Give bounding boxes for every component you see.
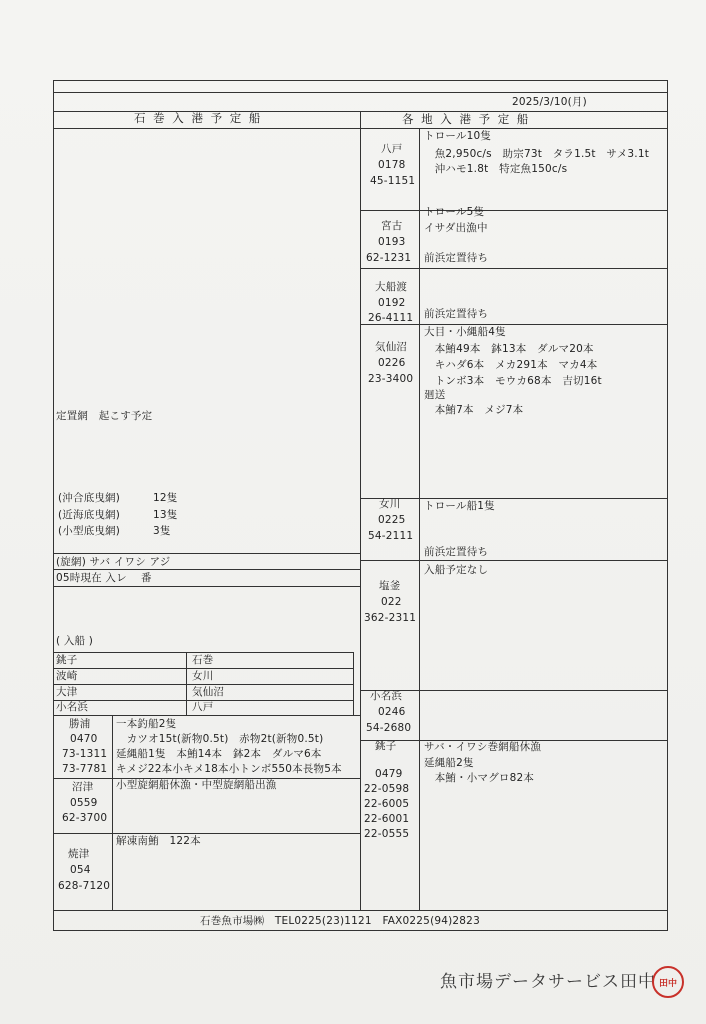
port-code: 22-0598 bbox=[364, 783, 410, 795]
port-code: 45-1151 bbox=[370, 175, 416, 187]
trawl-label: (近海底曳網) bbox=[58, 509, 121, 521]
divider bbox=[353, 652, 354, 715]
port-from: 銚子 bbox=[56, 654, 78, 666]
port-name: 宮古 bbox=[381, 220, 403, 232]
divider bbox=[360, 210, 668, 211]
port-from: 波崎 bbox=[56, 670, 78, 682]
catch-line: 本鮪49本 鉢13本 ダルマ20本 bbox=[424, 343, 594, 355]
port-to: 女川 bbox=[192, 670, 214, 682]
port-code: 0192 bbox=[378, 297, 406, 309]
catch-line: 解凍南鮪 122本 bbox=[116, 835, 201, 847]
divider bbox=[53, 833, 360, 834]
makiami-label: (旋網) サバ イワシ アジ bbox=[56, 556, 171, 568]
teichi-note: 定置網 起こす予定 bbox=[56, 410, 153, 422]
divider bbox=[53, 684, 353, 685]
catch-line: 小型旋網船休漁・中型旋網船出漁 bbox=[116, 779, 277, 791]
divider bbox=[53, 652, 353, 653]
catch-line: 魚2,950c/s 助宗73t タラ1.5t サメ3.1t bbox=[424, 148, 650, 160]
trawl-count: 13隻 bbox=[153, 509, 178, 521]
port-code: 0225 bbox=[378, 514, 406, 526]
trawl-label: (小型底曳網) bbox=[58, 525, 121, 537]
trawl-label: (沖合底曳網) bbox=[58, 492, 121, 504]
date-label: 2025/3/10(月) bbox=[512, 96, 587, 108]
port-name: 銚子 bbox=[375, 740, 397, 752]
port-name: 大船渡 bbox=[375, 281, 408, 293]
port-code: 54-2680 bbox=[366, 722, 412, 734]
port-name: 小名浜 bbox=[370, 690, 403, 702]
port-code: 628-7120 bbox=[58, 880, 111, 892]
divider bbox=[360, 498, 668, 499]
catch-line: キメジ22本小キメ18本小トンボ550本長物5本 bbox=[116, 763, 342, 775]
port-code: 0226 bbox=[378, 357, 406, 369]
catch-line: 廻送 bbox=[424, 389, 446, 401]
catch-line: 延縄船2隻 bbox=[424, 757, 474, 769]
port-code: 54-2111 bbox=[368, 530, 414, 542]
port-code: 0479 bbox=[375, 768, 403, 780]
catch-footer: 前浜定置待ち bbox=[424, 308, 489, 320]
catch-line: トロール5隻 bbox=[424, 206, 485, 218]
catch-line: 沖ハモ1.8t 特定魚150c/s bbox=[424, 163, 568, 175]
port-from: 小名浜 bbox=[56, 701, 89, 713]
port-name: 気仙沼 bbox=[375, 341, 408, 353]
divider bbox=[112, 715, 113, 910]
catch-line: イサダ出漁中 bbox=[424, 222, 488, 234]
port-code: 62-3700 bbox=[62, 812, 108, 824]
divider bbox=[360, 560, 668, 561]
catch-line: サバ・イワシ巻網船休漁 bbox=[424, 741, 542, 753]
time-note: 05時現在 入レ 番 bbox=[56, 572, 152, 584]
catch-line: トロール船1隻 bbox=[424, 500, 495, 512]
port-code: 362-2311 bbox=[364, 612, 417, 624]
port-to: 八戸 bbox=[192, 701, 214, 713]
catch-line: トンボ3本 モウカ68本 吉切16t bbox=[424, 375, 602, 387]
catch-line: トロール10隻 bbox=[424, 130, 492, 142]
port-code: 0246 bbox=[378, 706, 406, 718]
port-code: 0470 bbox=[70, 733, 98, 745]
catch-line: 延縄船1隻 本鮪14本 鉢2本 ダルマ6本 bbox=[116, 748, 322, 760]
port-code: 0559 bbox=[70, 797, 98, 809]
port-name: 八戸 bbox=[381, 143, 403, 155]
port-to: 気仙沼 bbox=[192, 686, 225, 698]
catch-line: カツオ15t(新物0.5t) 赤物2t(新物0.5t) bbox=[116, 733, 324, 745]
port-code: 62-1231 bbox=[366, 252, 412, 264]
catch-line: 一本釣船2隻 bbox=[116, 718, 177, 730]
catch-footer: 前浜定置待ち bbox=[424, 252, 489, 264]
catch-line: キハダ6本 メカ291本 マカ4本 bbox=[424, 359, 598, 371]
catch-line: 大目・小縄船4隻 bbox=[424, 326, 506, 338]
divider bbox=[53, 569, 360, 570]
divider bbox=[53, 668, 353, 669]
port-code: 73-7781 bbox=[62, 763, 108, 775]
divider bbox=[360, 690, 668, 691]
divider bbox=[53, 553, 360, 554]
port-code: 0193 bbox=[378, 236, 406, 248]
divider bbox=[53, 586, 360, 587]
signature: 魚市場データサービス田中 bbox=[440, 972, 656, 992]
catch-footer: 前浜定置待ち bbox=[424, 546, 489, 558]
divider bbox=[53, 715, 360, 716]
port-name: 勝浦 bbox=[69, 718, 91, 730]
nyusen-label: ( 入船 ) bbox=[56, 635, 94, 647]
port-code: 022 bbox=[381, 596, 402, 608]
port-from: 大津 bbox=[56, 686, 78, 698]
stamp-text: 田中 bbox=[659, 979, 678, 989]
seal-stamp bbox=[652, 966, 684, 998]
port-name: 焼津 bbox=[68, 848, 90, 860]
divider bbox=[360, 111, 361, 911]
right-header: 各 地 入 港 予 定 船 bbox=[402, 112, 531, 126]
port-code: 22-0555 bbox=[364, 828, 410, 840]
port-to: 石巻 bbox=[192, 654, 214, 666]
port-code: 26-4111 bbox=[368, 312, 414, 324]
port-code: 22-6005 bbox=[364, 798, 410, 810]
trawl-count: 12隻 bbox=[153, 492, 178, 504]
divider bbox=[53, 92, 668, 93]
port-code: 23-3400 bbox=[368, 373, 414, 385]
left-header: 石 巻 入 港 予 定 船 bbox=[134, 111, 263, 125]
divider bbox=[419, 128, 420, 910]
divider bbox=[360, 268, 668, 269]
port-code: 73-1311 bbox=[62, 748, 108, 760]
catch-line: 本鮪・小マグロ82本 bbox=[424, 772, 535, 784]
catch-line: 入船予定なし bbox=[424, 564, 489, 576]
port-code: 22-6001 bbox=[364, 813, 410, 825]
port-name: 沼津 bbox=[72, 781, 94, 793]
divider bbox=[186, 652, 187, 715]
port-name: 塩釜 bbox=[379, 580, 401, 592]
port-code: 0178 bbox=[378, 159, 406, 171]
port-name: 女川 bbox=[379, 498, 401, 510]
port-code: 054 bbox=[70, 864, 91, 876]
catch-line: 本鮪7本 メジ7本 bbox=[424, 404, 524, 416]
footer-contact: 石巻魚市場㈱ TEL0225(23)1121 FAX0225(94)2823 bbox=[200, 915, 480, 927]
trawl-count: 3隻 bbox=[153, 525, 171, 537]
